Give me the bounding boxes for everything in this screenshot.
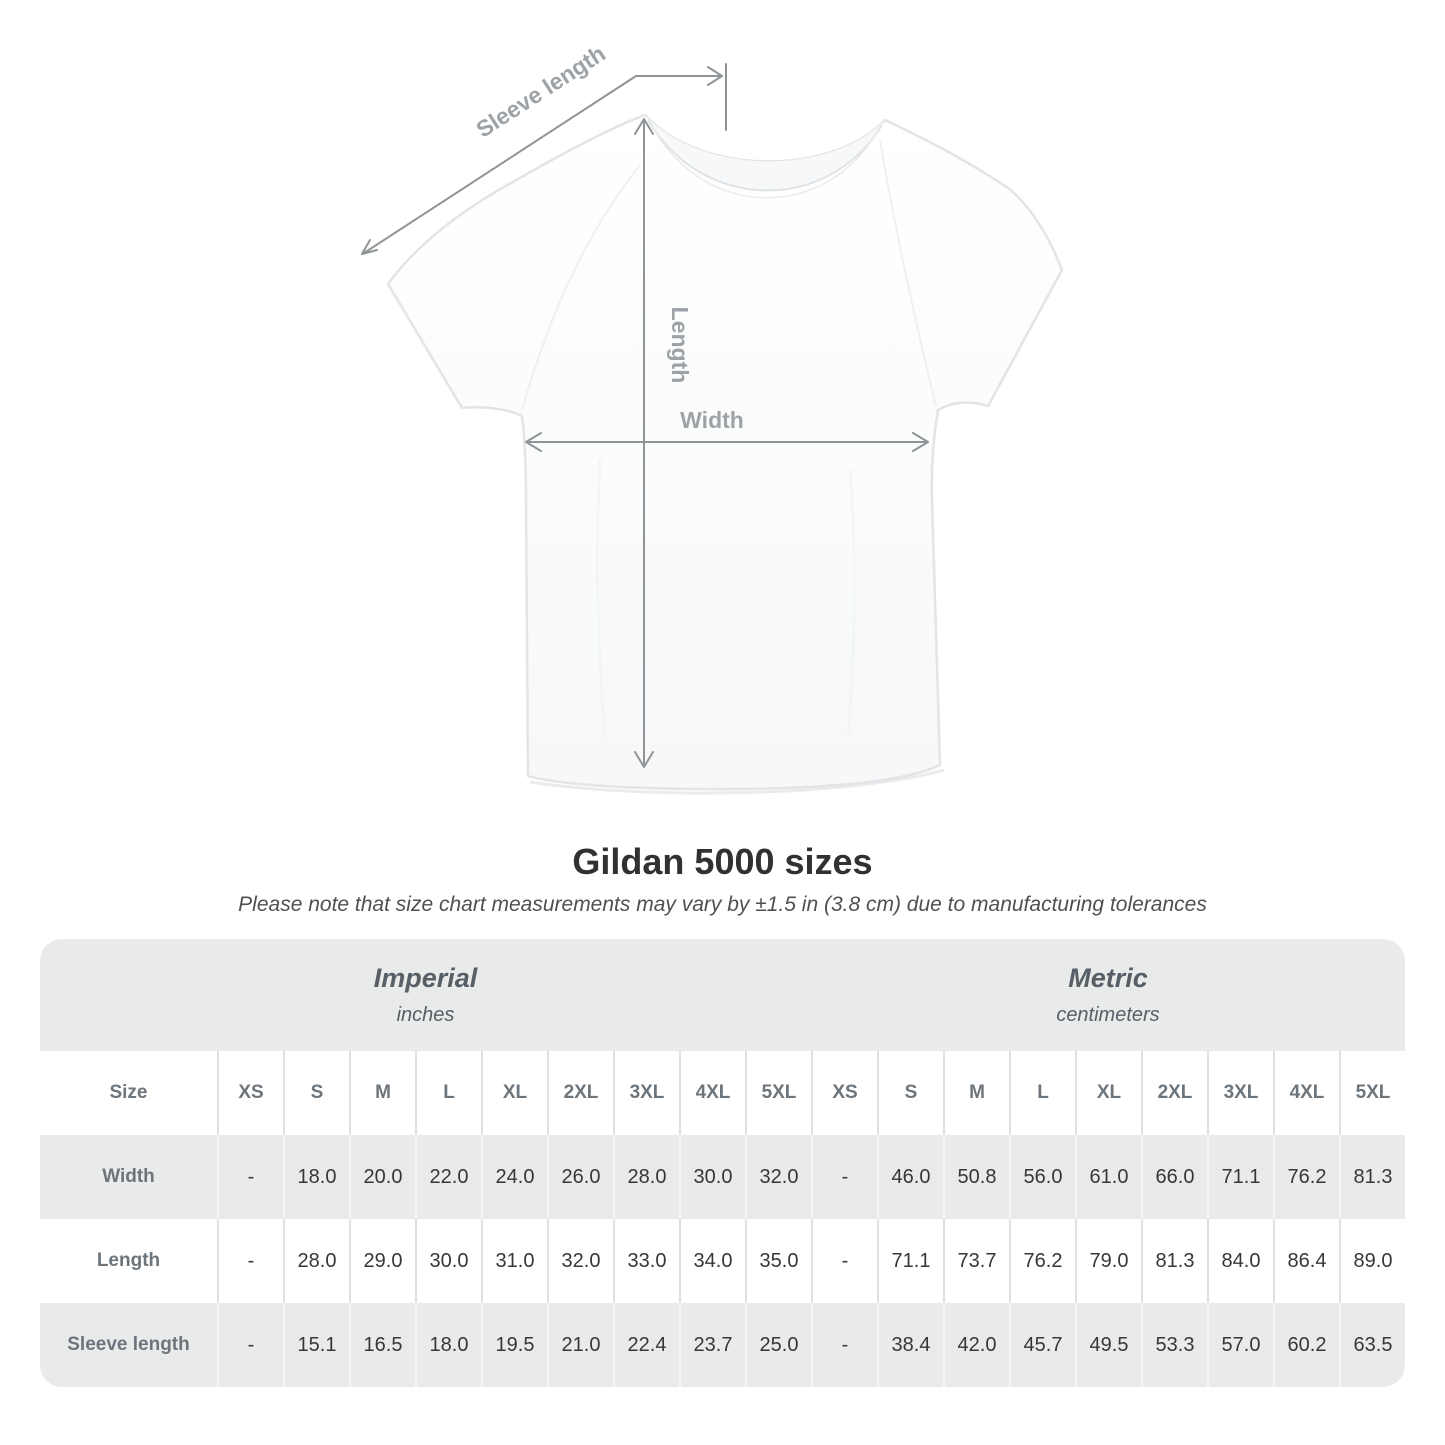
size-col-header: 5XL <box>1339 1051 1405 1135</box>
table-cell: 56.0 <box>1009 1135 1075 1219</box>
table-cell: 60.2 <box>1273 1303 1339 1387</box>
width-label: Width <box>680 407 744 433</box>
tshirt-silhouette <box>388 115 1062 789</box>
table-cell: 38.4 <box>877 1303 943 1387</box>
table-cell: 33.0 <box>613 1219 679 1303</box>
table-cell: - <box>217 1219 283 1303</box>
metric-band <box>811 939 1405 1051</box>
table-cell: 16.5 <box>349 1303 415 1387</box>
table-cell: 63.5 <box>1339 1303 1405 1387</box>
table-cell: 18.0 <box>283 1135 349 1219</box>
table-cell: 35.0 <box>745 1219 811 1303</box>
table-cell: 24.0 <box>481 1135 547 1219</box>
table-cell: - <box>217 1303 283 1387</box>
table-cell: 29.0 <box>349 1219 415 1303</box>
row-label: Length <box>40 1219 217 1303</box>
table-cell: 45.7 <box>1009 1303 1075 1387</box>
table-row <box>40 1303 1405 1387</box>
table-cell: 50.8 <box>943 1135 1009 1219</box>
size-col-header: 2XL <box>547 1051 613 1135</box>
length-label: Length <box>667 306 693 384</box>
table-cell: - <box>811 1135 877 1219</box>
table-cell: 28.0 <box>283 1219 349 1303</box>
unit-band-row <box>40 939 1405 1051</box>
size-col-header: XL <box>481 1051 547 1135</box>
tolerance-note: Please note that size chart measurements may vary by ±1.5 in (3.8 cm) due to manufacturing tolerances <box>238 893 1207 917</box>
size-col-header: 3XL <box>613 1051 679 1135</box>
table-cell: 32.0 <box>547 1219 613 1303</box>
table-cell: 25.0 <box>745 1303 811 1387</box>
table-cell: 49.5 <box>1075 1303 1141 1387</box>
table-cell: 53.3 <box>1141 1303 1207 1387</box>
table-cell: 71.1 <box>877 1219 943 1303</box>
size-col-header: XS <box>811 1051 877 1135</box>
page-title: Gildan 5000 sizes <box>572 841 873 882</box>
table-cell: - <box>811 1303 877 1387</box>
table-cell: - <box>811 1219 877 1303</box>
size-col-header: S <box>877 1051 943 1135</box>
table-cell: 22.4 <box>613 1303 679 1387</box>
table-cell: 22.0 <box>415 1135 481 1219</box>
size-col-header: 4XL <box>679 1051 745 1135</box>
row-label: Width <box>40 1135 217 1219</box>
table-cell: 20.0 <box>349 1135 415 1219</box>
imperial-title: Imperial <box>373 963 478 994</box>
size-col-header: XL <box>1075 1051 1141 1135</box>
table-cell: 76.2 <box>1009 1219 1075 1303</box>
table-cell: 89.0 <box>1339 1219 1405 1303</box>
table-cell: - <box>217 1135 283 1219</box>
size-col-header: 4XL <box>1273 1051 1339 1135</box>
size-chart-table <box>40 939 1405 1387</box>
size-header-row <box>40 1051 1405 1135</box>
table-cell: 57.0 <box>1207 1303 1273 1387</box>
table-cell: 32.0 <box>745 1135 811 1219</box>
table-cell: 23.7 <box>679 1303 745 1387</box>
size-col-header: 2XL <box>1141 1051 1207 1135</box>
metric-title: Metric <box>1068 963 1148 994</box>
table-cell: 66.0 <box>1141 1135 1207 1219</box>
table-row <box>40 1219 1405 1303</box>
size-col-header: S <box>283 1051 349 1135</box>
table-cell: 42.0 <box>943 1303 1009 1387</box>
size-col-header: L <box>415 1051 481 1135</box>
table-cell: 73.7 <box>943 1219 1009 1303</box>
title-block <box>0 840 1445 917</box>
table-cell: 79.0 <box>1075 1219 1141 1303</box>
table-cell: 71.1 <box>1207 1135 1273 1219</box>
table-cell: 46.0 <box>877 1135 943 1219</box>
size-col-header: L <box>1009 1051 1075 1135</box>
table-cell: 30.0 <box>679 1135 745 1219</box>
table-cell: 76.2 <box>1273 1135 1339 1219</box>
size-col-header: 3XL <box>1207 1051 1273 1135</box>
size-col-header: M <box>349 1051 415 1135</box>
imperial-band <box>40 939 811 1051</box>
table-cell: 15.1 <box>283 1303 349 1387</box>
table-cell: 84.0 <box>1207 1219 1273 1303</box>
table-cell: 21.0 <box>547 1303 613 1387</box>
size-col-header: M <box>943 1051 1009 1135</box>
table-cell: 19.5 <box>481 1303 547 1387</box>
table-cell: 81.3 <box>1339 1135 1405 1219</box>
size-col-header: XS <box>217 1051 283 1135</box>
table-row <box>40 1135 1405 1219</box>
table-cell: 34.0 <box>679 1219 745 1303</box>
metric-unit: centimeters <box>1056 1004 1160 1027</box>
imperial-unit: inches <box>396 1004 455 1027</box>
table-cell: 18.0 <box>415 1303 481 1387</box>
size-col-header: 5XL <box>745 1051 811 1135</box>
table-cell: 30.0 <box>415 1219 481 1303</box>
row-label: Sleeve length <box>40 1303 217 1387</box>
table-cell: 61.0 <box>1075 1135 1141 1219</box>
table-cell: 31.0 <box>481 1219 547 1303</box>
table-cell: 86.4 <box>1273 1219 1339 1303</box>
table-cell: 26.0 <box>547 1135 613 1219</box>
tshirt-graphic <box>388 115 1062 793</box>
size-header: Size <box>40 1051 217 1135</box>
table-cell: 81.3 <box>1141 1219 1207 1303</box>
table-cell: 28.0 <box>613 1135 679 1219</box>
sleeve-length-label: Sleeve length <box>471 40 610 143</box>
